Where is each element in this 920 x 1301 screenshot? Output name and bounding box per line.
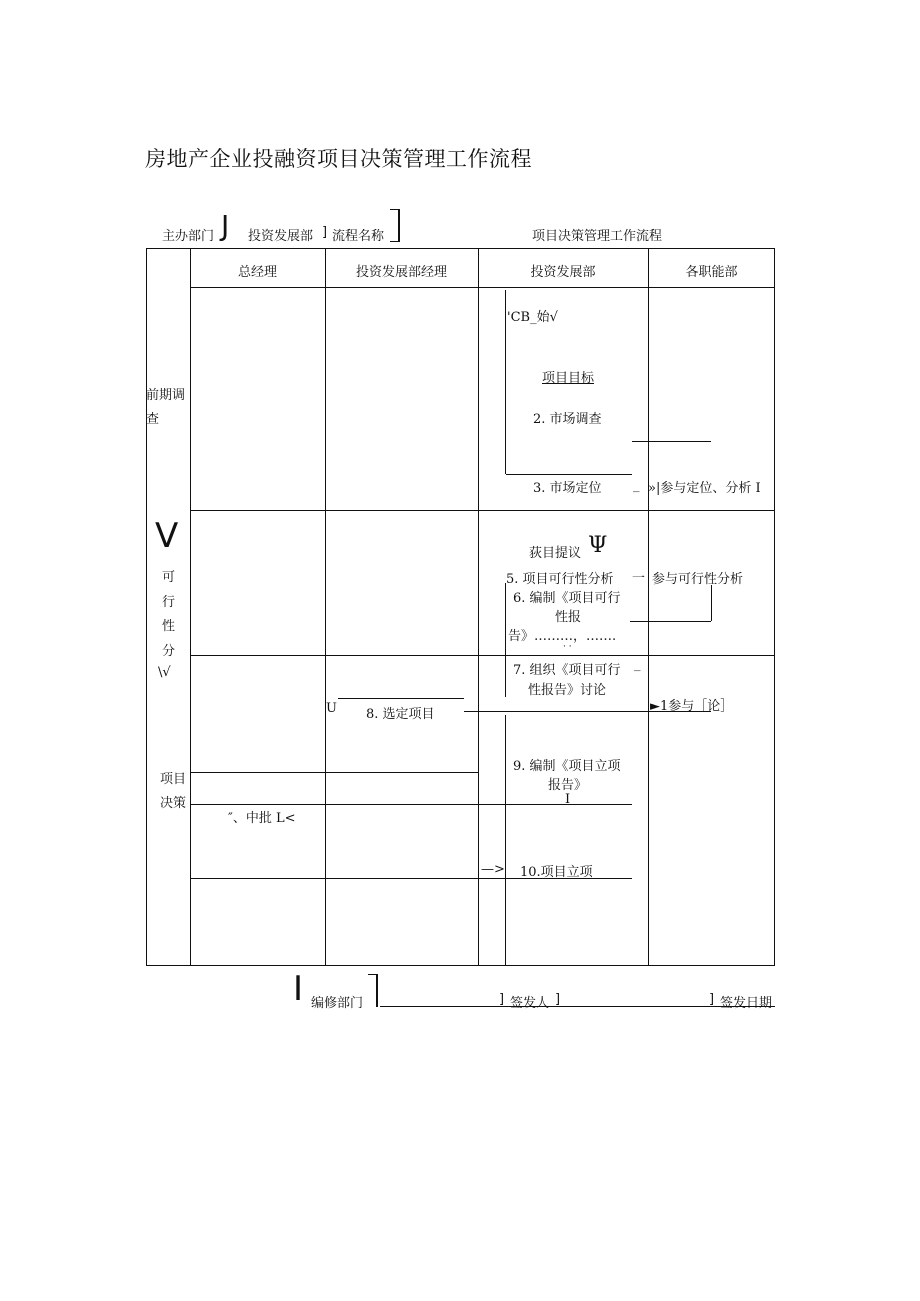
phase-label-preliminary-line1: 前期调 — [146, 388, 186, 403]
phase-label-preliminary-line2: 查 — [146, 412, 160, 427]
psi-mark: Ψ — [588, 533, 608, 558]
step-compile-initiation-line2: 报告》 — [548, 778, 588, 793]
phase-mark: V — [155, 516, 179, 556]
step-project-target: 项目目标 — [542, 371, 595, 386]
footer-mark: I — [293, 969, 304, 1009]
step-u-mark: U — [326, 701, 337, 716]
step-project-proposal: 荻目提议 — [529, 546, 582, 561]
phase-label-feasibility-4: 分 — [162, 644, 176, 659]
step-compile-report-line2: 性报 — [555, 610, 582, 625]
phase-label-decision-line2: 决策 — [160, 796, 187, 811]
column-header-functional-depts: 各职能部 — [685, 265, 738, 280]
step-compile-report-line1: 6. 编制《项目可行 — [513, 591, 621, 606]
process-name: 项目决策管理工作流程 — [532, 229, 663, 244]
bracket-mark — [368, 974, 378, 1007]
step-dash: _ — [633, 478, 640, 493]
column-header-general-manager: 总经理 — [237, 265, 277, 280]
step-organize-discussion-line2: 性报告》讨论 — [528, 683, 607, 698]
bracket: ] — [555, 992, 561, 1007]
document-title: 房地产企业投融资项目决策管理工作流程 — [145, 147, 532, 171]
column-header-invest-dept-manager: 投资发展部经理 — [355, 265, 447, 280]
step-participate-feasibility: 参与可行性分析 — [652, 572, 744, 587]
step-compile-report-line3: 告》………，……. — [508, 629, 617, 644]
bracket: ] — [709, 992, 715, 1007]
step-compile-initiation-line3: I — [565, 792, 571, 807]
bracket: ] — [322, 225, 328, 240]
step-market-positioning: 3. 市场定位 — [533, 481, 602, 496]
step-gm-approval: ″、中批 L< — [228, 811, 296, 826]
dept-mark: J — [221, 209, 230, 242]
column-header-invest-dept: 投资发展部 — [530, 265, 596, 280]
step-participate-discussion: ►1参与［论］ — [650, 699, 734, 714]
phase-label-feasibility-3: 性 — [162, 619, 176, 634]
step-select-project: 8. 选定项目 — [366, 707, 435, 722]
phase-label-decision-line1: 项目 — [160, 772, 187, 787]
phase-label-feasibility-2: 行 — [162, 595, 176, 610]
step-feasibility-analysis: 5. 项目可行性分析 — [506, 572, 614, 587]
step-compile-report-line4: · · — [563, 642, 572, 652]
signer-label: 签发人 — [510, 996, 550, 1011]
step-dash: _ — [634, 657, 641, 672]
arrow-to-initiation: —> — [481, 862, 505, 877]
bracket: ] — [499, 992, 505, 1007]
step-participate-positioning: »|参与定位、分析 I — [648, 481, 761, 496]
step-start: 'CB_始√ — [507, 310, 558, 325]
phase-label-feasibility-5: \√ — [158, 665, 171, 680]
process-label: 流程名称 — [332, 229, 385, 244]
dept-label: 主办部门 — [162, 229, 215, 244]
dept-value: 投资发展部 — [248, 229, 314, 244]
step-compile-initiation-line1: 9. 编制《项目立项 — [513, 759, 621, 774]
phase-label-feasibility-1: 可 — [162, 570, 176, 585]
step-dash: 一 — [632, 571, 646, 586]
step-market-survey: 2. 市场调查 — [533, 412, 602, 427]
step-organize-discussion-line1: 7. 组织《项目可行 — [513, 663, 621, 678]
issue-date-label: 签发日期 — [720, 996, 773, 1011]
edit-dept-label: 编修部门 — [311, 996, 364, 1011]
step-project-initiation: 10.项目立项 — [520, 865, 593, 880]
